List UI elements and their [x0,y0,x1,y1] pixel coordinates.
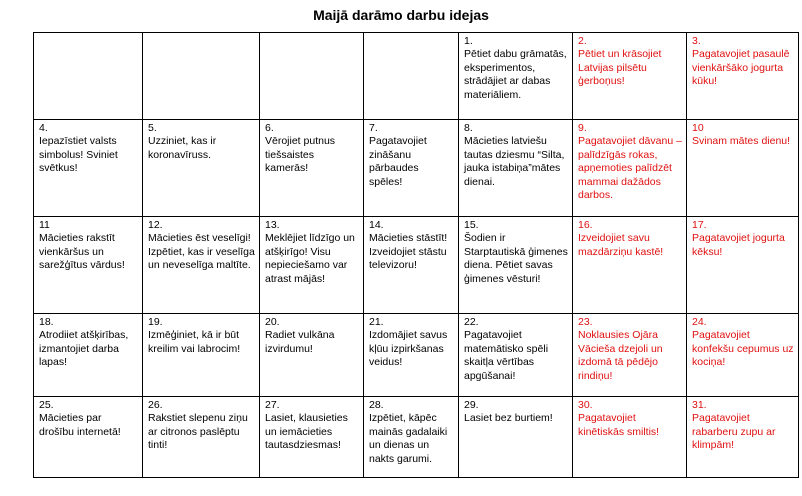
calendar-day-cell [573,33,687,120]
calendar-day-cell [687,120,799,217]
calendar-day-cell [364,217,459,314]
calendar-day-cell [260,120,364,217]
calendar-day-cell [573,314,687,397]
calendar-day-cell [143,217,260,314]
calendar-day-cell [260,397,364,478]
day-activity-text: 2. Pētiet un krāsojiet Latvijas pilsētu ģerboņus! [578,35,662,88]
day-activity-text: 17. Pagatavojiet jogurta kēksu! [692,219,785,258]
calendar-day-cell [459,397,573,478]
calendar-empty-cell [364,33,459,120]
day-activity-text: 3. Pagatavojiet pasaulē vienkāršāko jogurta kūku! [692,35,790,88]
calendar-day-cell [143,397,260,478]
calendar-day-cell [34,314,143,397]
calendar-day-cell [687,217,799,314]
calendar-day-cell [364,314,459,397]
calendar-row [34,397,799,478]
calendar-row [34,314,799,397]
day-activity-text: 4. Iepazīstiet valsts simbolus! Sviniet svētkus! [39,122,118,175]
calendar-day-cell [143,120,260,217]
calendar-day-cell [459,120,573,217]
calendar-day-cell [459,217,573,314]
day-activity-text: 23. Noklausies Ojāra Vācieša dzejoli un izdomā tā pēdējo rindiņu! [578,316,663,382]
day-activity-text: 19. Izmēģiniet, kā ir būt kreilim vai labrocim! [148,316,241,355]
day-activity-text: 11 Mācieties rakstīt vienkāršus un sarežģītus vārdus! [39,219,125,272]
day-activity-text: 6. Vērojiet putnus tiešsaistes kamerās! [265,122,336,175]
calendar-day-cell [573,120,687,217]
calendar-day-cell [34,217,143,314]
calendar-day-cell [459,33,573,120]
calendar-empty-cell [143,33,260,120]
calendar-empty-cell [260,33,364,120]
calendar-empty-cell [34,33,143,120]
calendar-day-cell [364,397,459,478]
day-activity-text: 28. Izpētiet, kāpēc mainās gadalaiki un dienas un nakts garumi. [369,399,448,465]
day-activity-text: 14. Mācieties stāstīt! Izveidojiet stāstu televizoru! [369,219,448,272]
day-activity-text: 10 Svinam mātes dienu! [692,122,791,148]
day-activity-text: 30. Pagatavojiet kinētiskās smiltis! [578,399,660,438]
day-activity-text: 7. Pagatavojiet zināšanu pārbaudes spēles! [369,122,427,188]
calendar-day-cell [143,314,260,397]
calendar-row [34,120,799,217]
day-activity-text: 27. Lasiet, klausieties un iemācieties tautasdziesmas! [265,399,348,452]
calendar-day-cell [687,314,799,397]
calendar-day-cell [573,217,687,314]
day-activity-text: 8. Mācieties latviešu tautas dziesmu “Silta, jauka istabiņa”mātes dienai. [464,122,565,188]
day-activity-text: 29. Lasiet bez burtiem! [464,399,553,425]
day-activity-text: 16. Izveidojiet savu mazdārziņu kastē! [578,219,664,258]
day-activity-text: 9. Pagatavojiet dāvanu – palīdzīgās rokas, apņemoties palīdzēt mammai dažādos darbos. [578,122,682,202]
calendar-day-cell [459,314,573,397]
calendar-day-cell [364,120,459,217]
day-activity-text: 26. Rakstiet slepenu ziņu ar citronos paslēptu tinti! [148,399,248,452]
calendar-day-cell [34,397,143,478]
page-title: Maijā darāmo darbu idejas [313,7,489,23]
day-activity-text: 13. Meklējiet līdzīgo un atšķirīgo! Visu nepieciešamo var atrast mājās! [265,219,355,285]
day-activity-text: 31. Pagatavojiet rabarberu zupu ar klimpām! [692,399,776,452]
calendar-row [34,217,799,314]
day-activity-text: 22. Pagatavojiet matemātisko spēli skaitļa vērtības apgūšanai! [464,316,549,382]
day-activity-text: 15. Šodien ir Starptautiskā ģimenes diena. Pētiet savas ģimenes vēsturi! [464,219,568,285]
calendar-day-cell [34,120,143,217]
calendar-day-cell [260,217,364,314]
calendar-table [33,32,799,478]
calendar-row [34,33,799,120]
day-activity-text: 25. Mācieties par drošību internetā! [39,399,121,438]
calendar-day-cell [573,397,687,478]
day-activity-text: 20. Radiet vulkāna izvirdumu! [265,316,335,355]
day-activity-text: 24. Pagatavojiet konfekšu cepumus uz kociņa! [692,316,794,369]
day-activity-text: 12. Mācieties ēst veselīgi! Izpētiet, kas ir veselīga un neveselīga maltīte. [148,219,255,272]
day-activity-text: 5. Uzziniet, kas ir koronavīruss. [148,122,217,161]
calendar-day-cell [687,33,799,120]
day-activity-text: 18. Atrodiiet atšķirības, izmantojiet darba lapas! [39,316,129,369]
calendar-day-cell [687,397,799,478]
day-activity-text: 21. Izdomājiet savus kļūu izpirkšanas veidus! [369,316,448,369]
day-activity-text: 1. Pētiet dabu grāmatās, eksperimentos, strādājiet ar dabas materiāliem. [464,35,567,101]
calendar-day-cell [260,314,364,397]
